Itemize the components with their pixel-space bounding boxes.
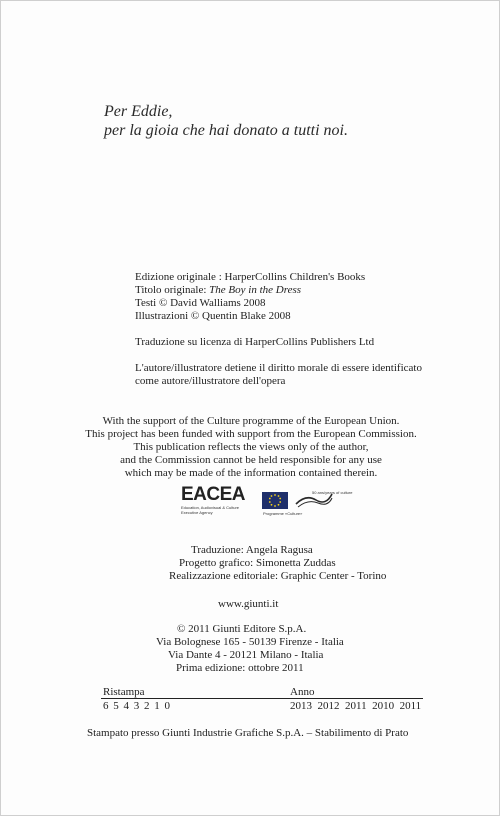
dedication-line-2: per la gioia che hai donato a tutti noi.: [104, 122, 348, 139]
first-edition: Prima edizione: ottobre 2011: [176, 662, 304, 674]
reprint-label: Ristampa: [103, 686, 145, 698]
year-values: 2013 2012 2011 2010 2011: [290, 700, 422, 712]
year-label: Anno: [290, 686, 315, 698]
eu-support-line-1: With the support of the Culture programme of the European Union.: [102, 415, 400, 427]
eu-support-line-2: This project has been funded with support from the European Commission.: [85, 428, 417, 440]
eacea-logo-subtitle-2: Executive Agency: [181, 510, 213, 515]
credit-design: Progetto grafico: Simonetta Zuddas: [179, 557, 336, 569]
moral-rights-line-2: come autore/illustratore dell'opera: [135, 375, 286, 387]
dedication-line-1: Per Eddie,: [104, 103, 173, 120]
original-title-label: Titolo originale:: [135, 284, 210, 296]
original-title: [135, 284, 301, 297]
reprint-rule: [101, 698, 423, 699]
eu-logo-bottom-text: Programme «Culture»: [263, 511, 303, 516]
reprint-values: 6 5 4 3 2 1 0: [103, 700, 171, 712]
illustrations-copyright: Illustrazioni © Quentin Blake 2008: [135, 310, 291, 322]
original-edition: Edizione originale : HarperCollins Children's Books: [135, 271, 366, 283]
eu-flag-icon: [262, 492, 288, 509]
eacea-logo-subtitle-1: Education, Audiovisual & Culture: [181, 505, 240, 510]
publisher-address-milan: Via Dante 4 - 20121 Milano - Italia: [168, 649, 324, 661]
website: www.giunti.it: [218, 598, 279, 610]
credit-translation: Traduzione: Angela Ragusa: [191, 544, 313, 556]
eu-logo-top-text: 50 ans/years of culture: [312, 490, 353, 495]
eacea-logo: [181, 484, 246, 523]
eu-support-line-4: and the Commission cannot be held responsible for any use: [120, 454, 382, 466]
printer-info: Stampato presso Giunti Industrie Grafiche S.p.A. – Stabilimento di Prato: [87, 727, 409, 739]
translation-license: Traduzione su licenza di HarperCollins Publishers Ltd: [135, 336, 375, 348]
original-title-value: The Boy in the Dress: [209, 284, 302, 296]
publisher-copyright: © 2011 Giunti Editore S.p.A.: [177, 623, 307, 635]
eacea-logo-word: EACEA: [181, 484, 246, 505]
eu-support-line-3: This publication reflects the views only of the author,: [133, 441, 369, 453]
moral-rights-line-1: L'autore/illustratore detiene il diritto morale di essere identificato: [135, 362, 422, 374]
eu-support-line-5: which may be made of the information contained therein.: [124, 467, 378, 479]
texts-copyright: Testi © David Walliams 2008: [135, 297, 266, 309]
credit-editorial: Realizzazione editoriale: Graphic Center - Torino: [169, 570, 387, 582]
publisher-address-florence: Via Bolognese 165 - 50139 Firenze - Italia: [156, 636, 344, 648]
